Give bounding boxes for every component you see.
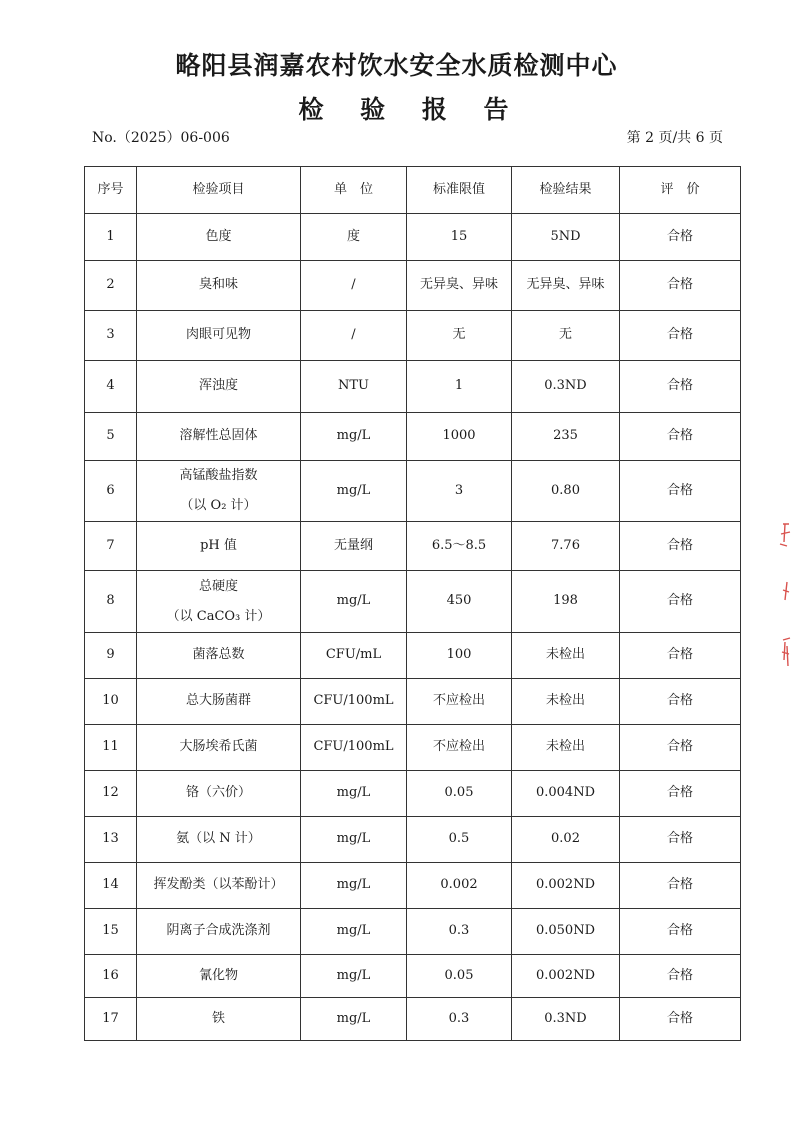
row-result: 5ND bbox=[512, 214, 620, 261]
header-unit: 单 位 bbox=[301, 167, 407, 214]
row-unit: 无量纲 bbox=[301, 522, 407, 571]
row-eval: 合格 bbox=[620, 261, 741, 311]
row-item: pH 值 bbox=[137, 522, 301, 571]
header-no: 序号 bbox=[85, 167, 137, 214]
row-eval: 合格 bbox=[620, 998, 741, 1041]
row-eval: 合格 bbox=[620, 863, 741, 909]
row-item-name: 总硬度 bbox=[198, 578, 238, 594]
row-unit: CFU/100mL bbox=[301, 725, 407, 771]
row-limit: 无异臭、异味 bbox=[407, 261, 512, 311]
row-item: 大肠埃希氏菌 bbox=[137, 725, 301, 771]
row-unit: NTU bbox=[301, 361, 407, 413]
row-number: 13 bbox=[85, 817, 137, 863]
table-row bbox=[85, 522, 741, 571]
row-unit: mg/L bbox=[301, 461, 407, 522]
table-row bbox=[85, 413, 741, 461]
row-limit: 100 bbox=[407, 633, 512, 679]
row-eval: 合格 bbox=[620, 771, 741, 817]
row-unit: CFU/mL bbox=[301, 633, 407, 679]
row-result: 未检出 bbox=[512, 679, 620, 725]
row-item: 氨（以 N 计） bbox=[137, 817, 301, 863]
row-result: 0.3ND bbox=[512, 361, 620, 413]
row-item-note: （以 O₂ 计） bbox=[180, 498, 257, 513]
row-unit: mg/L bbox=[301, 863, 407, 909]
row-limit: 1 bbox=[407, 361, 512, 413]
row-item: 总大肠菌群 bbox=[137, 679, 301, 725]
row-limit: 0.05 bbox=[407, 771, 512, 817]
row-eval: 合格 bbox=[620, 679, 741, 725]
table-row bbox=[85, 311, 741, 361]
row-item: 色度 bbox=[137, 214, 301, 261]
header-eval: 评 价 bbox=[620, 167, 741, 214]
row-unit: mg/L bbox=[301, 955, 407, 998]
table-row bbox=[85, 998, 741, 1041]
row-limit: 0.05 bbox=[407, 955, 512, 998]
row-limit: 3 bbox=[407, 461, 512, 522]
row-unit: / bbox=[301, 311, 407, 361]
row-number: 16 bbox=[85, 955, 137, 998]
row-limit: 15 bbox=[407, 214, 512, 261]
row-eval: 合格 bbox=[620, 817, 741, 863]
row-item: 铁 bbox=[137, 998, 301, 1041]
table-row bbox=[85, 214, 741, 261]
row-result: 0.050ND bbox=[512, 909, 620, 955]
row-item: 挥发酚类（以苯酚计） bbox=[137, 863, 301, 909]
row-unit: mg/L bbox=[301, 909, 407, 955]
table-row bbox=[85, 955, 741, 998]
table-row bbox=[85, 571, 741, 633]
row-item: 溶解性总固体 bbox=[137, 413, 301, 461]
row-limit: 不应检出 bbox=[407, 725, 512, 771]
table-row bbox=[85, 361, 741, 413]
row-unit: CFU/100mL bbox=[301, 679, 407, 725]
row-number: 1 bbox=[85, 214, 137, 261]
header-limit: 标准限值 bbox=[407, 167, 512, 214]
row-result: 0.80 bbox=[512, 461, 620, 522]
row-limit: 不应检出 bbox=[407, 679, 512, 725]
row-result: 0.004ND bbox=[512, 771, 620, 817]
table-row bbox=[85, 679, 741, 725]
row-item bbox=[137, 571, 301, 633]
row-eval: 合格 bbox=[620, 725, 741, 771]
row-result: 198 bbox=[512, 571, 620, 633]
table-row bbox=[85, 909, 741, 955]
row-eval: 合格 bbox=[620, 909, 741, 955]
row-number: 15 bbox=[85, 909, 137, 955]
row-unit: mg/L bbox=[301, 817, 407, 863]
row-limit: 无 bbox=[407, 311, 512, 361]
row-eval: 合格 bbox=[620, 633, 741, 679]
row-item-note: （以 CaCO₃ 计） bbox=[166, 608, 271, 624]
table-header-row bbox=[85, 167, 741, 214]
row-number: 2 bbox=[85, 261, 137, 311]
row-item bbox=[137, 461, 301, 522]
row-number: 17 bbox=[85, 998, 137, 1041]
table-row bbox=[85, 725, 741, 771]
row-item-name: 高锰酸盐指数 bbox=[179, 468, 258, 483]
row-limit: 0.002 bbox=[407, 863, 512, 909]
row-unit: mg/L bbox=[301, 413, 407, 461]
row-result: 0.3ND bbox=[512, 998, 620, 1041]
header-result: 检验结果 bbox=[512, 167, 620, 214]
report-subtitle: 检 验 报 告 bbox=[298, 95, 523, 124]
row-result: 未检出 bbox=[512, 633, 620, 679]
row-eval: 合格 bbox=[620, 955, 741, 998]
row-limit: 0.3 bbox=[407, 998, 512, 1041]
header-item: 检验项目 bbox=[137, 167, 301, 214]
row-unit: 度 bbox=[301, 214, 407, 261]
row-result: 0.002ND bbox=[512, 955, 620, 998]
row-result: 未检出 bbox=[512, 725, 620, 771]
row-result: 0.002ND bbox=[512, 863, 620, 909]
seal-stamp-fragment bbox=[775, 520, 793, 680]
row-number: 5 bbox=[85, 413, 137, 461]
row-item: 氰化物 bbox=[137, 955, 301, 998]
row-eval: 合格 bbox=[620, 461, 741, 522]
row-number: 7 bbox=[85, 522, 137, 571]
row-number: 14 bbox=[85, 863, 137, 909]
row-limit: 0.3 bbox=[407, 909, 512, 955]
row-eval: 合格 bbox=[620, 311, 741, 361]
report-title: 略阳县润嘉农村饮水安全水质检测中心 bbox=[175, 51, 618, 80]
table-row bbox=[85, 461, 741, 522]
table-row bbox=[85, 817, 741, 863]
row-number: 10 bbox=[85, 679, 137, 725]
table-row bbox=[85, 863, 741, 909]
row-number: 11 bbox=[85, 725, 137, 771]
row-item: 肉眼可见物 bbox=[137, 311, 301, 361]
results-table bbox=[84, 166, 741, 1041]
row-result: 7.76 bbox=[512, 522, 620, 571]
row-limit: 1000 bbox=[407, 413, 512, 461]
row-number: 6 bbox=[85, 461, 137, 522]
row-unit: mg/L bbox=[301, 998, 407, 1041]
row-number: 4 bbox=[85, 361, 137, 413]
row-unit: / bbox=[301, 261, 407, 311]
row-result: 0.02 bbox=[512, 817, 620, 863]
row-number: 9 bbox=[85, 633, 137, 679]
table-row bbox=[85, 261, 741, 311]
row-number: 8 bbox=[85, 571, 137, 633]
row-result: 235 bbox=[512, 413, 620, 461]
row-result: 无 bbox=[512, 311, 620, 361]
row-eval: 合格 bbox=[620, 361, 741, 413]
row-item: 臭和味 bbox=[137, 261, 301, 311]
row-item: 浑浊度 bbox=[137, 361, 301, 413]
table-row bbox=[85, 771, 741, 817]
row-limit: 450 bbox=[407, 571, 512, 633]
table-row bbox=[85, 633, 741, 679]
row-limit: 6.5～8.5 bbox=[407, 522, 512, 571]
row-eval: 合格 bbox=[620, 214, 741, 261]
page-indicator: 第 2 页/共 6 页 bbox=[626, 130, 723, 146]
row-item: 铬（六价） bbox=[137, 771, 301, 817]
row-unit: mg/L bbox=[301, 771, 407, 817]
report-number: No.（2025）06-006 bbox=[92, 130, 230, 146]
row-item: 阴离子合成洗涤剂 bbox=[137, 909, 301, 955]
row-limit: 0.5 bbox=[407, 817, 512, 863]
row-eval: 合格 bbox=[620, 571, 741, 633]
row-number: 12 bbox=[85, 771, 137, 817]
row-number: 3 bbox=[85, 311, 137, 361]
row-eval: 合格 bbox=[620, 413, 741, 461]
row-result: 无异臭、异味 bbox=[512, 261, 620, 311]
row-item: 菌落总数 bbox=[137, 633, 301, 679]
row-eval: 合格 bbox=[620, 522, 741, 571]
row-unit: mg/L bbox=[301, 571, 407, 633]
